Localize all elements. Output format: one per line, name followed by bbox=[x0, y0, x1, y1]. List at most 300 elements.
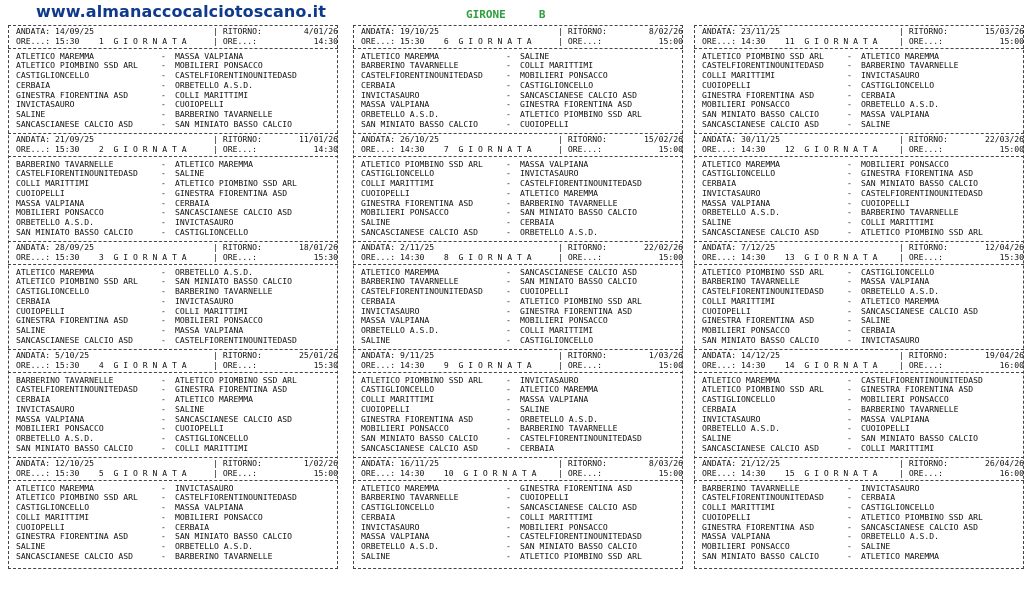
ore-ritorno-value: 15:00 bbox=[658, 251, 684, 262]
match-dash: - bbox=[847, 207, 852, 218]
column-border-left bbox=[8, 25, 9, 569]
match-row bbox=[361, 405, 683, 415]
home-team: CUOIOPELLI bbox=[702, 512, 751, 522]
round-header-times bbox=[361, 145, 683, 155]
ore-andata bbox=[361, 253, 558, 263]
home-team: BARBERINO TAVARNELLE bbox=[16, 375, 114, 385]
away-team: GINESTRA FIORENTINA ASD bbox=[175, 188, 288, 198]
match-dash: - bbox=[161, 286, 166, 296]
home-team: CERBAIA bbox=[361, 296, 396, 306]
ritorno-label: | RITORNO: bbox=[213, 242, 262, 252]
home-team: SAN MINIATO BASSO CALCIO bbox=[361, 434, 478, 443]
round-header-times bbox=[702, 361, 1024, 371]
ore-ritorno-value: 15:00 bbox=[658, 35, 684, 46]
home-team: ORBETELLO A.S.D. bbox=[702, 208, 780, 218]
match-row bbox=[16, 415, 338, 425]
match-dash: - bbox=[847, 550, 852, 561]
ore-ritorno-value: 14:30 bbox=[313, 35, 339, 46]
andata-label: ANDATA: bbox=[16, 134, 51, 144]
home-team: CASTIGLIONCELLO bbox=[16, 503, 90, 512]
column-bottom-border bbox=[694, 568, 1024, 569]
ore-ritorno-value: 14:30 bbox=[313, 143, 339, 154]
round-block bbox=[16, 351, 338, 454]
home-team: CERBAIA bbox=[16, 296, 51, 306]
match-row bbox=[702, 287, 1024, 297]
away-team: BARBERINO TAVARNELLE bbox=[861, 61, 959, 71]
match-dash: - bbox=[847, 70, 852, 80]
away-team: MASSA VALPIANA bbox=[175, 326, 244, 335]
away-team: ATLETICO MAREMMA bbox=[861, 51, 939, 61]
andata-value: 2/11/25 bbox=[400, 242, 435, 252]
match-dash: - bbox=[161, 442, 166, 453]
match-row bbox=[16, 316, 338, 326]
home-team: CERBAIA bbox=[361, 512, 396, 522]
match-dash: - bbox=[161, 511, 166, 522]
andata-value: 21/09/25 bbox=[55, 134, 94, 144]
home-team: ATLETICO MAREMMA bbox=[361, 267, 439, 277]
ore-andata bbox=[16, 469, 213, 479]
home-team: SAN MINIATO BASSO CALCIO bbox=[16, 443, 133, 453]
ritorno-value: 22/02/26 bbox=[644, 242, 684, 252]
away-team: COLLI MARITTIMI bbox=[175, 443, 249, 453]
away-team: CASTIGLIONCELLO bbox=[520, 335, 594, 345]
match-dash: - bbox=[847, 158, 852, 169]
match-row bbox=[16, 228, 338, 238]
home-team: CASTELFIORENTINOUNITEDASD bbox=[702, 287, 824, 296]
away-team: CASTIGLIONCELLO bbox=[861, 503, 935, 512]
match-row bbox=[16, 552, 338, 562]
match-dash: - bbox=[506, 295, 511, 306]
away-team: CERBAIA bbox=[520, 218, 555, 227]
header-separator bbox=[353, 264, 683, 265]
match-dash: - bbox=[506, 325, 511, 335]
home-team: MASSA VALPIANA bbox=[16, 198, 85, 208]
home-team: CUOIOPELLI bbox=[702, 80, 751, 90]
andata-label: ANDATA: bbox=[16, 242, 51, 252]
ore-ritorno-label: | ORE...: bbox=[899, 251, 943, 262]
away-team: SANCASCIANESE CALCIO ASD bbox=[520, 503, 637, 512]
home-team: SANCASCIANESE CALCIO ASD bbox=[16, 551, 133, 561]
match-row bbox=[16, 444, 338, 454]
match-row bbox=[361, 208, 683, 218]
ritorno-value: 12/04/26 bbox=[985, 242, 1024, 252]
match-dash: - bbox=[161, 79, 166, 90]
match-dash: - bbox=[161, 325, 166, 335]
away-team: ATLETICO PIOMBINO SSD ARL bbox=[520, 110, 642, 119]
match-row bbox=[702, 91, 1024, 101]
match-dash: - bbox=[847, 295, 852, 306]
round-block bbox=[702, 135, 1024, 238]
home-team: COLLI MARITTIMI bbox=[16, 512, 90, 522]
ore-ritorno-label: | ORE...: bbox=[558, 251, 602, 262]
andata-value: 21/12/25 bbox=[741, 458, 780, 468]
ore-ritorno-label: | ORE...: bbox=[899, 467, 943, 478]
match-dash: - bbox=[506, 79, 511, 90]
home-team: MOBILIERI PONSACCO bbox=[702, 100, 790, 110]
match-row bbox=[361, 218, 683, 228]
match-dash: - bbox=[506, 168, 511, 179]
home-team: GINESTRA FIORENTINA ASD bbox=[361, 198, 474, 208]
match-dash: - bbox=[506, 374, 511, 385]
match-row bbox=[361, 228, 683, 238]
andata-label: ANDATA: bbox=[361, 350, 396, 360]
home-team: MOBILIERI PONSACCO bbox=[16, 424, 104, 434]
ore-andata bbox=[16, 361, 213, 371]
match-dash: - bbox=[506, 550, 511, 561]
match-dash: - bbox=[847, 442, 852, 453]
match-row bbox=[361, 523, 683, 533]
ritorno-value: 1/02/26 bbox=[303, 458, 339, 468]
match-row bbox=[16, 513, 338, 523]
andata-label: ANDATA: bbox=[361, 458, 396, 468]
match-dash: - bbox=[506, 502, 511, 512]
ore-andata-value: 15:30 bbox=[400, 35, 425, 46]
match-row bbox=[702, 81, 1024, 91]
away-team: ATLETICO PIOMBINO SSD ARL bbox=[175, 179, 297, 188]
match-dash: - bbox=[847, 433, 852, 443]
match-row bbox=[361, 444, 683, 454]
ore-ritorno-value: 15:00 bbox=[999, 143, 1024, 154]
ore-label: ORE...: bbox=[16, 143, 51, 154]
away-team: COLLI MARITTIMI bbox=[175, 90, 249, 100]
ritorno-label: | RITORNO: bbox=[558, 458, 607, 468]
match-row bbox=[361, 434, 683, 444]
ore-andata-value: 15:30 bbox=[55, 467, 80, 478]
round-title: 15 G I O R N A T A bbox=[784, 467, 878, 478]
match-dash: - bbox=[506, 482, 511, 493]
round-title: 11 G I O R N A T A bbox=[784, 35, 878, 46]
home-team: CASTELFIORENTINOUNITEDASD bbox=[702, 61, 824, 71]
ore-label: ORE...: bbox=[16, 467, 51, 478]
ore-ritorno-label: | ORE...: bbox=[899, 143, 943, 154]
match-row bbox=[361, 268, 683, 278]
home-team: CASTIGLIONCELLO bbox=[702, 395, 776, 404]
andata-value: 14/09/25 bbox=[55, 26, 94, 36]
round-block bbox=[361, 27, 683, 130]
andata-label: ANDATA: bbox=[702, 134, 737, 144]
match-row bbox=[16, 376, 338, 386]
away-team: SALINE bbox=[520, 404, 550, 414]
match-row bbox=[361, 513, 683, 523]
home-team: GINESTRA FIORENTINA ASD bbox=[16, 316, 129, 326]
andata-label: ANDATA: bbox=[16, 458, 51, 468]
header-separator bbox=[353, 480, 683, 481]
match-row bbox=[702, 110, 1024, 120]
ore-ritorno-label: | ORE...: bbox=[558, 359, 602, 370]
away-team: CUOIOPELLI bbox=[175, 100, 224, 110]
ore-label: ORE...: bbox=[702, 359, 737, 370]
home-team: SALINE bbox=[361, 551, 391, 561]
match-dash: - bbox=[506, 89, 511, 100]
home-team: CUOIOPELLI bbox=[361, 404, 410, 414]
away-team: CASTIGLIONCELLO bbox=[175, 227, 249, 237]
ritorno-label: | RITORNO: bbox=[213, 134, 262, 144]
ore-label: ORE...: bbox=[361, 359, 396, 370]
ore-andata bbox=[702, 145, 899, 155]
home-team: INVICTASAURO bbox=[16, 100, 75, 110]
home-team: CASTIGLIONCELLO bbox=[16, 71, 90, 80]
calendar-column bbox=[694, 25, 1024, 569]
ore-andata-value: 14:30 bbox=[400, 143, 425, 154]
home-team: ATLETICO PIOMBINO SSD ARL bbox=[702, 51, 824, 61]
away-team: BARBERINO TAVARNELLE bbox=[520, 424, 618, 434]
home-team: SANCASCIANESE CALCIO ASD bbox=[16, 119, 133, 129]
match-row bbox=[16, 120, 338, 130]
match-row bbox=[361, 71, 683, 81]
away-team: ATLETICO PIOMBINO SSD ARL bbox=[175, 375, 297, 385]
match-row bbox=[16, 100, 338, 110]
round-block bbox=[361, 459, 683, 562]
away-team: GINESTRA FIORENTINA ASD bbox=[520, 306, 633, 316]
match-row bbox=[361, 297, 683, 307]
home-team: SALINE bbox=[361, 335, 391, 345]
away-team: ATLETICO PIOMBINO SSD ARL bbox=[520, 296, 642, 306]
away-team: MOBILIERI PONSACCO bbox=[861, 395, 949, 404]
away-team: CUOIOPELLI bbox=[175, 424, 224, 434]
match-row bbox=[16, 71, 338, 81]
match-row bbox=[361, 287, 683, 297]
match-dash: - bbox=[161, 70, 166, 80]
home-team: INVICTASAURO bbox=[702, 188, 761, 198]
match-row bbox=[16, 385, 338, 395]
match-row bbox=[702, 493, 1024, 503]
match-row bbox=[16, 336, 338, 346]
home-team: MASSA VALPIANA bbox=[702, 532, 771, 542]
home-team: GINESTRA FIORENTINA ASD bbox=[16, 90, 129, 100]
ritorno-label: | RITORNO: bbox=[899, 458, 948, 468]
match-row bbox=[361, 484, 683, 494]
match-row bbox=[702, 52, 1024, 62]
match-row bbox=[361, 552, 683, 562]
match-dash: - bbox=[161, 433, 166, 443]
match-dash: - bbox=[847, 60, 852, 71]
round-header-times bbox=[361, 361, 683, 371]
match-dash: - bbox=[847, 99, 852, 110]
match-row bbox=[361, 81, 683, 91]
home-team: SANCASCIANESE CALCIO ASD bbox=[361, 227, 478, 237]
away-team: ORBETELLO A.S.D. bbox=[175, 80, 253, 90]
home-team: GINESTRA FIORENTINA ASD bbox=[702, 316, 815, 326]
match-row bbox=[16, 179, 338, 189]
ore-andata-value: 15:30 bbox=[55, 143, 80, 154]
match-dash: - bbox=[847, 226, 852, 237]
ore-andata-value: 15:30 bbox=[55, 359, 80, 370]
match-dash: - bbox=[506, 531, 511, 542]
ritorno-value: 26/04/26 bbox=[985, 458, 1024, 468]
match-dash: - bbox=[161, 118, 166, 129]
home-team: ORBETELLO A.S.D. bbox=[361, 110, 439, 119]
match-dash: - bbox=[161, 403, 166, 414]
ore-andata-value: 14:30 bbox=[741, 35, 766, 46]
away-team: SALINE bbox=[861, 542, 891, 551]
ritorno-value: 18/01/26 bbox=[299, 242, 339, 252]
away-team: CERBAIA bbox=[861, 326, 896, 335]
andata-value: 28/09/25 bbox=[55, 242, 94, 252]
match-row bbox=[361, 424, 683, 434]
away-team: SANCASCIANESE CALCIO ASD bbox=[861, 522, 978, 532]
andata-label: ANDATA: bbox=[361, 26, 396, 36]
home-team: ATLETICO MAREMMA bbox=[361, 51, 439, 61]
home-team: ATLETICO MAREMMA bbox=[702, 159, 780, 169]
home-team: ATLETICO MAREMMA bbox=[702, 375, 780, 385]
round-header-times bbox=[16, 469, 338, 479]
match-row bbox=[361, 316, 683, 326]
away-team: ATLETICO MAREMMA bbox=[520, 385, 598, 395]
ore-label: ORE...: bbox=[361, 143, 396, 154]
away-team: SAN MINIATO BASSO CALCIO bbox=[175, 119, 292, 129]
away-team: CASTELFIORENTINOUNITEDASD bbox=[520, 179, 642, 188]
match-row bbox=[361, 179, 683, 189]
round-block bbox=[16, 243, 338, 346]
match-dash: - bbox=[847, 197, 852, 208]
match-dash: - bbox=[847, 109, 852, 119]
home-team: SALINE bbox=[702, 434, 732, 443]
home-team: SAN MINIATO BASSO CALCIO bbox=[702, 551, 819, 561]
match-row bbox=[16, 484, 338, 494]
away-team: BARBERINO TAVARNELLE bbox=[175, 551, 273, 561]
match-row bbox=[702, 326, 1024, 336]
round-title: 1 G I O R N A T A bbox=[98, 35, 187, 46]
match-dash: - bbox=[506, 226, 511, 237]
ritorno-value: 15/02/26 bbox=[644, 134, 684, 144]
away-team: COLLI MARITTIMI bbox=[175, 306, 249, 316]
away-team: GINESTRA FIORENTINA ASD bbox=[861, 385, 974, 395]
header-separator bbox=[694, 480, 1024, 481]
match-dash: - bbox=[847, 423, 852, 434]
match-dash: - bbox=[161, 109, 166, 119]
away-team: ORBETELLO A.S.D. bbox=[861, 287, 939, 296]
home-team: CASTIGLIONCELLO bbox=[16, 287, 90, 296]
ritorno-value: 22/03/26 bbox=[985, 134, 1024, 144]
away-team: ORBETELLO A.S.D. bbox=[175, 267, 253, 277]
home-team: ATLETICO PIOMBINO SSD ARL bbox=[702, 385, 824, 395]
match-row bbox=[361, 336, 683, 346]
match-dash: - bbox=[161, 99, 166, 110]
away-team: ORBETELLO A.S.D. bbox=[520, 227, 598, 237]
away-team: SANCASCIANESE CALCIO ASD bbox=[175, 414, 292, 424]
header-separator bbox=[353, 156, 683, 157]
away-team: SANCASCIANESE CALCIO ASD bbox=[520, 90, 637, 100]
match-dash: - bbox=[161, 295, 166, 306]
match-row bbox=[16, 405, 338, 415]
away-team: CERBAIA bbox=[175, 198, 210, 208]
ritorno-label: | RITORNO: bbox=[213, 458, 262, 468]
round-header-times bbox=[361, 469, 683, 479]
home-team: CUOIOPELLI bbox=[16, 306, 65, 316]
round-block bbox=[361, 351, 683, 454]
home-team: SALINE bbox=[16, 326, 46, 335]
match-dash: - bbox=[506, 384, 511, 395]
match-dash: - bbox=[506, 511, 511, 522]
match-row bbox=[702, 277, 1024, 287]
match-dash: - bbox=[161, 482, 166, 493]
match-row bbox=[16, 160, 338, 170]
ore-ritorno-label: | ORE...: bbox=[213, 35, 257, 46]
home-team: COLLI MARITTIMI bbox=[361, 395, 435, 404]
match-row bbox=[16, 493, 338, 503]
home-team: COLLI MARITTIMI bbox=[702, 296, 776, 306]
ore-andata-value: 14:30 bbox=[400, 251, 425, 262]
away-team: ORBETELLO A.S.D. bbox=[861, 100, 939, 110]
ore-ritorno-value: 15:30 bbox=[999, 251, 1024, 262]
away-team: MOBILIERI PONSACCO bbox=[520, 522, 608, 532]
match-row bbox=[16, 208, 338, 218]
match-row bbox=[16, 81, 338, 91]
away-team: ATLETICO PIOMBINO SSD ARL bbox=[861, 512, 983, 522]
away-team: ORBETELLO A.S.D. bbox=[520, 414, 598, 424]
match-dash: - bbox=[506, 433, 511, 443]
match-row bbox=[702, 307, 1024, 317]
home-team: CERBAIA bbox=[16, 80, 51, 90]
ore-andata bbox=[702, 37, 899, 47]
home-team: INVICTASAURO bbox=[361, 306, 420, 316]
match-row bbox=[361, 91, 683, 101]
ritorno-value: 4/01/26 bbox=[303, 26, 339, 36]
round-title: 5 G I O R N A T A bbox=[98, 467, 187, 478]
match-dash: - bbox=[847, 50, 852, 61]
andata-label: ANDATA: bbox=[702, 458, 737, 468]
home-team: MASSA VALPIANA bbox=[702, 198, 771, 208]
ore-andata bbox=[361, 37, 558, 47]
match-dash: - bbox=[506, 315, 511, 326]
away-team: SALINE bbox=[520, 51, 550, 61]
away-team: SAN MINIATO BASSO CALCIO bbox=[861, 179, 978, 188]
ore-ritorno-label: | ORE...: bbox=[558, 467, 602, 478]
match-dash: - bbox=[161, 276, 166, 287]
away-team: CUOIOPELLI bbox=[520, 119, 569, 129]
calendar-column bbox=[353, 25, 683, 569]
match-dash: - bbox=[161, 334, 166, 345]
match-dash: - bbox=[506, 266, 511, 277]
ore-label: ORE...: bbox=[16, 35, 51, 46]
match-row bbox=[702, 316, 1024, 326]
ore-andata bbox=[702, 469, 899, 479]
match-dash: - bbox=[847, 305, 852, 316]
andata-label: ANDATA: bbox=[16, 350, 51, 360]
match-row bbox=[361, 100, 683, 110]
ore-andata bbox=[361, 469, 558, 479]
ritorno-label: | RITORNO: bbox=[899, 350, 948, 360]
home-team: MASSA VALPIANA bbox=[361, 100, 430, 110]
match-row bbox=[702, 424, 1024, 434]
ore-label: ORE...: bbox=[361, 467, 396, 478]
away-team: MASSA VALPIANA bbox=[861, 277, 930, 287]
match-row bbox=[16, 395, 338, 405]
match-row bbox=[702, 71, 1024, 81]
away-team: BARBERINO TAVARNELLE bbox=[175, 110, 273, 119]
home-team: GINESTRA FIORENTINA ASD bbox=[16, 532, 129, 542]
away-team: SANCASCIANESE CALCIO ASD bbox=[861, 306, 978, 316]
match-row bbox=[702, 552, 1024, 562]
ore-andata bbox=[16, 145, 213, 155]
home-team: SANCASCIANESE CALCIO ASD bbox=[702, 119, 819, 129]
away-team: ATLETICO PIOMBINO SSD ARL bbox=[520, 551, 642, 561]
away-team: COLLI MARITTIMI bbox=[520, 61, 594, 71]
home-team: BARBERINO TAVARNELLE bbox=[16, 159, 114, 169]
match-row bbox=[361, 376, 683, 386]
match-row bbox=[16, 91, 338, 101]
away-team: COLLI MARITTIMI bbox=[861, 443, 935, 453]
round-block bbox=[702, 27, 1024, 130]
match-row bbox=[702, 513, 1024, 523]
match-row bbox=[361, 307, 683, 317]
away-team: MASSA VALPIANA bbox=[175, 51, 244, 61]
match-dash: - bbox=[161, 315, 166, 326]
home-team: SALINE bbox=[16, 110, 46, 119]
away-team: BARBERINO TAVARNELLE bbox=[520, 198, 618, 208]
ore-andata-value: 15:30 bbox=[55, 35, 80, 46]
round-header-times bbox=[16, 253, 338, 263]
